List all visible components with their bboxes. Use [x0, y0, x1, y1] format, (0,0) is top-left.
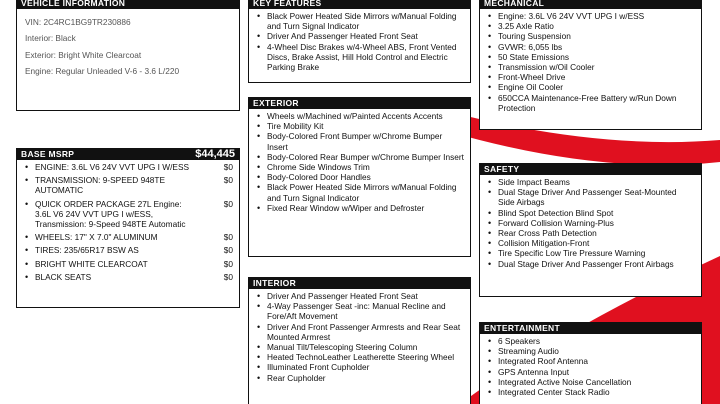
exterior-color-text: Exterior: Bright White Clearcoat — [25, 49, 142, 60]
safety-item: • Dual Stage Driver And Passenger Front Airbags — [486, 259, 695, 269]
msrp-option-row — [23, 162, 233, 172]
option-price: $0 — [223, 232, 233, 243]
option-price: $0 — [223, 175, 233, 186]
msrp-option-list — [17, 160, 239, 282]
option-price: $0 — [223, 198, 233, 209]
entertainment-title: ENTERTAINMENT — [484, 323, 560, 333]
safety-item: • Tire Specific Low Tire Pressure Warning — [486, 248, 695, 258]
msrp-option-row — [23, 199, 233, 230]
key-feature-item: • 4-Wheel Disc Brakes w/4-Wheel ABS, Front Vented Discs, Brake Assist, Hill Hold Control and Electric Parking Brake — [255, 42, 464, 73]
interior-item: • Heated TechnoLeather Leatherette Steering Wheel — [255, 352, 464, 362]
vin-text: VIN: 2C4RC1BG9TR230886 — [25, 17, 131, 27]
entertainment-item: • Integrated Roof Antenna — [486, 356, 695, 366]
base-msrp-header — [17, 149, 239, 160]
mechanical-item: • Touring Suspension — [486, 31, 695, 41]
base-msrp-panel — [16, 148, 240, 308]
mechanical-item: • 650CCA Maintenance-Free Battery w/Run Down Protection — [486, 93, 695, 113]
mechanical-item: • GVWR: 6,055 lbs — [486, 42, 695, 52]
interior-item: • Manual Tilt/Telescoping Steering Column — [255, 342, 464, 352]
interior-item: • Illuminated Front Cupholder — [255, 362, 464, 372]
option-description: • WHEELS: 17" X 7.0" ALUMINUM — [35, 232, 158, 243]
exterior-item: • Body-Colored Front Bumper w/Chrome Bumper Insert — [255, 131, 464, 151]
exterior-header — [249, 98, 470, 109]
key-features-title: KEY FEATURES — [253, 0, 322, 8]
option-price: $0 — [223, 271, 233, 282]
option-price: $0 — [223, 245, 233, 256]
safety-item: • Rear Cross Path Detection — [486, 228, 695, 238]
entertainment-item: • Integrated Active Noise Cancellation — [486, 377, 695, 387]
msrp-option-row — [23, 245, 233, 255]
mechanical-item: • Front-Wheel Drive — [486, 72, 695, 82]
entertainment-panel — [479, 322, 702, 404]
interior-header — [249, 278, 470, 289]
option-description: • TIRES: 235/65R17 BSW AS — [35, 245, 139, 256]
entertainment-header — [480, 323, 701, 334]
vehicle-info-panel — [16, 0, 240, 111]
exterior-title: EXTERIOR — [253, 98, 299, 108]
option-description: • TRANSMISSION: 9-SPEED 948TE AUTOMATIC — [35, 175, 166, 196]
entertainment-item: • GPS Antenna Input — [486, 367, 695, 377]
interior-panel — [248, 277, 471, 404]
entertainment-item: • Integrated Center Stack Radio — [486, 387, 695, 397]
safety-item: • Dual Stage Driver And Passenger Seat-Mounted Side Airbags — [486, 187, 695, 207]
safety-item: • Side Impact Beams — [486, 177, 695, 187]
safety-title: SAFETY — [484, 164, 520, 174]
mechanical-item: • Engine: 3.6L V6 24V VVT UPG I w/ESS — [486, 11, 695, 21]
mechanical-item: • Engine Oil Cooler — [486, 82, 695, 92]
exterior-item: • Body-Colored Door Handles — [255, 172, 464, 182]
interior-item: • Driver And Passenger Heated Front Seat — [255, 291, 464, 301]
exterior-panel — [248, 97, 471, 257]
interior-item: • 4-Way Passenger Seat -inc: Manual Recline and Fore/Aft Movement — [255, 301, 464, 321]
exterior-item: • Wheels w/Machined w/Painted Accents Accents — [255, 111, 464, 121]
option-description: • QUICK ORDER PACKAGE 27L Engine: 3.6L V6 24V VVT UPG I w/ESS, Transmission: 9-Speed 948TE Automatic — [35, 198, 186, 230]
exterior-item: • Tire Mobility Kit — [255, 121, 464, 131]
key-features-panel — [248, 0, 471, 83]
safety-item: • Collision Mitigation-Front — [486, 238, 695, 248]
interior-title: INTERIOR — [253, 278, 297, 288]
option-description: • ENGINE: 3.6L V6 24V VVT UPG I W/ESS — [35, 162, 190, 172]
mechanical-title: MECHANICAL — [484, 0, 545, 8]
key-features-header — [249, 0, 470, 9]
msrp-option-row — [23, 175, 233, 195]
base-msrp-price: $44,445 — [195, 148, 235, 160]
option-description: • BRIGHT WHITE CLEARCOAT — [35, 258, 148, 269]
exterior-item: • Chrome Side Windows Trim — [255, 162, 464, 172]
exterior-item: • Fixed Rear Window w/Wiper and Defroster — [255, 203, 464, 213]
option-price: $0 — [223, 162, 233, 172]
mechanical-header — [480, 0, 701, 9]
interior-color-text: Interior: Black — [25, 33, 76, 44]
exterior-item: • Body-Colored Rear Bumper w/Chrome Bumper Insert — [255, 152, 464, 162]
mechanical-item: • 50 State Emissions — [486, 52, 695, 62]
key-feature-item: • Driver And Passenger Heated Front Seat — [255, 31, 464, 41]
mechanical-item: • 3.25 Axle Ratio — [486, 21, 695, 31]
mechanical-item: • Transmission w/Oil Cooler — [486, 62, 695, 72]
safety-item: • Blind Spot Detection Blind Spot — [486, 208, 695, 218]
safety-header — [480, 164, 701, 175]
mechanical-panel — [479, 0, 702, 130]
msrp-option-row — [23, 272, 233, 282]
key-feature-item: • Black Power Heated Side Mirrors w/Manual Folding and Turn Signal Indicator — [255, 11, 464, 31]
engine-text: Engine: Regular Unleaded V-6 - 3.6 L/220 — [25, 66, 180, 77]
option-description: • BLACK SEATS — [35, 271, 92, 282]
safety-item: • Forward Collision Warning-Plus — [486, 218, 695, 228]
entertainment-item: • 6 Speakers — [486, 336, 695, 346]
interior-item: • Driver And Front Passenger Armrests and Rear Seat Mounted Armrest — [255, 322, 464, 342]
msrp-option-row — [23, 259, 233, 269]
msrp-option-row — [23, 232, 233, 242]
vehicle-info-title: VEHICLE INFORMATION — [21, 0, 126, 8]
safety-panel — [479, 163, 702, 297]
base-msrp-title: BASE MSRP — [21, 149, 75, 159]
interior-item: • Rear Cupholder — [255, 373, 464, 383]
vehicle-info-header — [17, 0, 239, 9]
entertainment-item: • Streaming Audio — [486, 346, 695, 356]
exterior-item: • Black Power Heated Side Mirrors w/Manual Folding and Turn Signal Indicator — [255, 182, 464, 202]
option-price: $0 — [223, 258, 233, 269]
